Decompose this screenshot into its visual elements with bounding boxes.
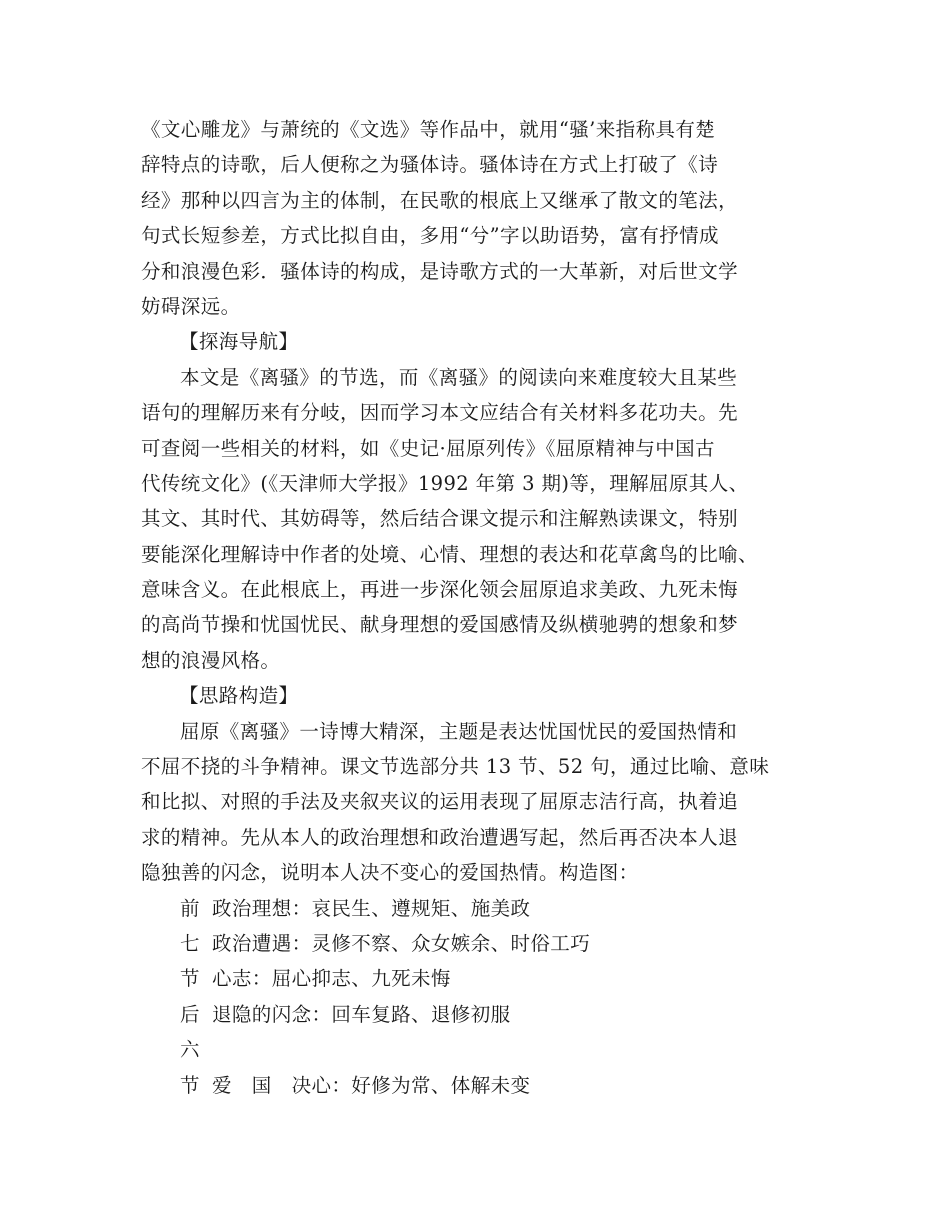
intro-paragraph	[141, 112, 831, 324]
diagram-entry: 心志：屈心抑志、九死未悔	[212, 967, 451, 991]
diagram-entry: 政治理想：哀民生、遵规矩、施美政	[212, 896, 531, 920]
paragraph-line: 本文是《离骚》的节选，而《离骚》的阅读向来难度较大且某些	[180, 365, 738, 389]
structure-diagram	[141, 891, 831, 1103]
paragraph-line: 的高尚节操和忧国忧民、献身理想的爱国感情及纵横驰骋的想象和梦	[141, 613, 739, 637]
paragraph-line: 和比拟、对照的手法及夹叙夹议的运用表现了屈原志洁行高，执着追	[141, 790, 739, 814]
navigation-paragraph	[141, 360, 831, 679]
paragraph-line: 语句的理解历来有分岐，因而学习本文应结合有关材料多花功夫。先	[141, 401, 739, 425]
diagram-marker: 节	[180, 967, 200, 991]
diagram-marker: 节	[180, 1073, 200, 1097]
paragraph-line: 分和浪漫色彩．骚体诗的构成，是诗歌方式的一大革新，对后世文学	[141, 259, 739, 283]
paragraph-line: 经》那种以四言为主的体制，在民歌的根底上又继承了散文的笔法，	[141, 188, 739, 212]
paragraph-line: 不屈不挠的斗争精神。课文节选部分共 13 节、52 句，通过比喻、意味	[141, 755, 770, 779]
paragraph-line: 其文、其时代、其妨碍等，然后结合课文提示和注解熟读课文，特别	[141, 507, 739, 531]
paragraph-line: 可查阅一些相关的材料，如《史记·屈原列传》《屈原精神与中国古	[141, 436, 715, 460]
diagram-marker: 七	[180, 931, 200, 955]
paragraph-line: 隐独善的闪念，说明本人决不变心的爱国热情。构造图：	[141, 861, 639, 885]
paragraph-line: 辞特点的诗歌，后人便称之为骚体诗。骚体诗在方式上打破了《诗	[141, 153, 719, 177]
diagram-marker: 六	[180, 1038, 200, 1062]
paragraph-line: 意味含义。在此根底上，再进一步深化领会屈原追求美政、九死未悔	[141, 578, 739, 602]
document-page	[141, 112, 831, 1103]
section-heading-structure: 【思路构造】	[179, 684, 299, 708]
paragraph-line: 求的精神。先从本人的政治理想和政治遭遇写起，然后再否决本人退	[141, 825, 739, 849]
structure-paragraph	[141, 714, 831, 891]
diagram-row	[141, 891, 831, 926]
diagram-row	[141, 926, 831, 961]
section-heading-navigation: 【探海导航】	[179, 330, 299, 354]
diagram-entry: 爱 国 决心：好修为常、体解未变	[212, 1073, 531, 1097]
paragraph-line: 代传统文化》(《天津师大学报》1992 年第 3 期)等，理解屈原其人、	[141, 471, 749, 495]
paragraph-line: 《文心雕龙》与萧统的《文选》等作品中，就用“骚’来指称具有楚	[141, 118, 716, 141]
paragraph-line: 想的浪漫风格。	[141, 648, 281, 672]
diagram-row	[141, 997, 831, 1032]
paragraph-line: 要能深化理解诗中作者的处境、心情、理想的表达和花草禽鸟的比喻、	[141, 542, 758, 566]
diagram-entry: 政治遭遇：灵修不察、众女嫉余、时俗工巧	[212, 931, 591, 955]
paragraph-line: 屈原《离骚》一诗博大精深，主题是表达忧国忧民的爱国热情和	[180, 719, 738, 743]
paragraph-line: 妨碍深远。	[141, 294, 241, 318]
diagram-marker: 后	[180, 1002, 200, 1026]
diagram-row	[141, 961, 831, 996]
diagram-row	[141, 1068, 831, 1103]
diagram-entry: 退隐的闪念：回车复路、退修初服	[212, 1002, 511, 1026]
diagram-row	[141, 1032, 831, 1067]
diagram-marker: 前	[180, 896, 200, 920]
paragraph-line: 句式长短参差，方式比拟自由，多用“兮”字以助语势，富有抒情成	[141, 224, 719, 248]
